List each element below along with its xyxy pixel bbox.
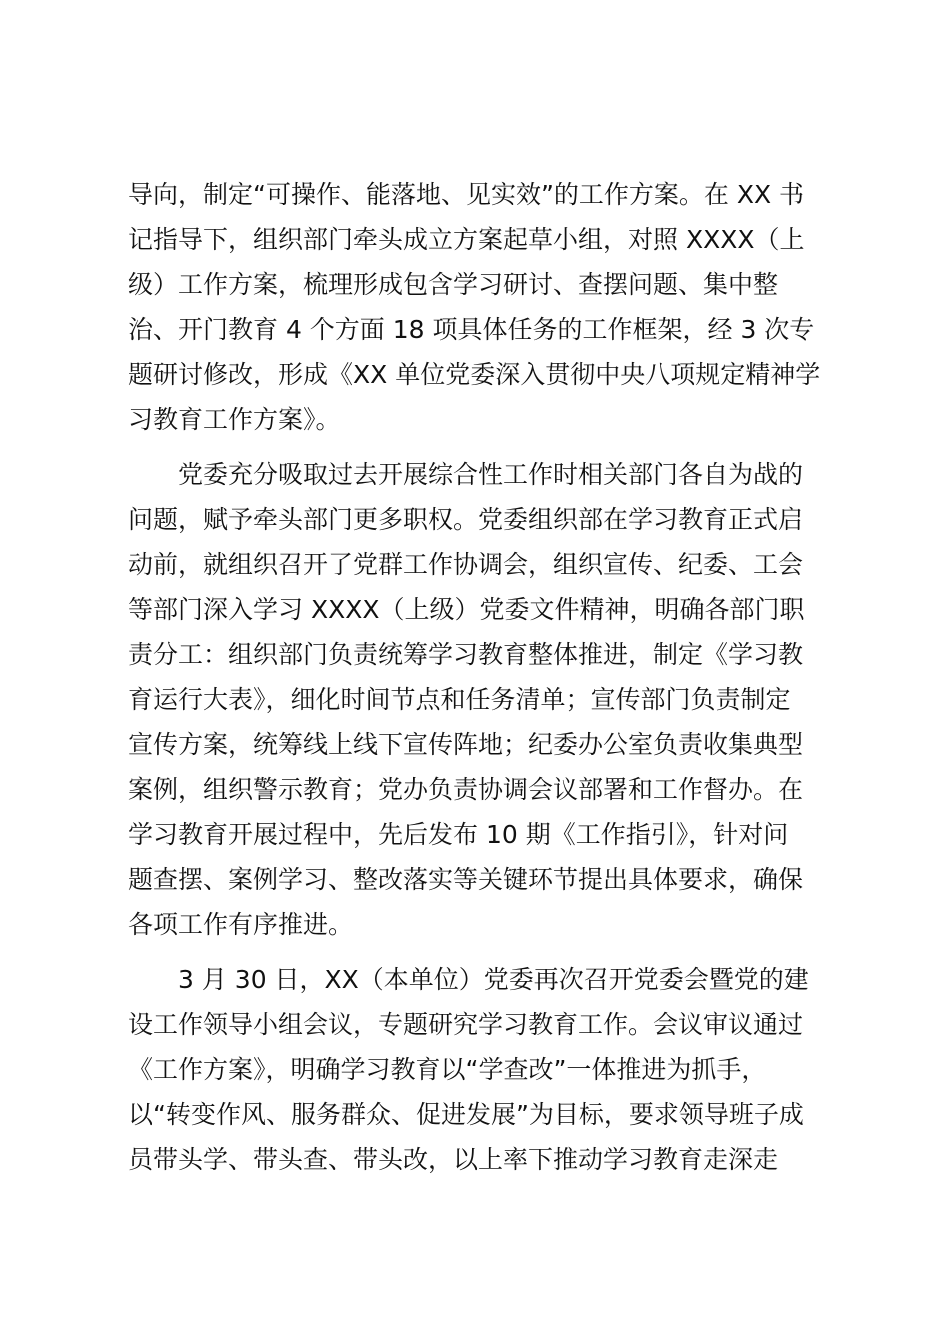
text-line: 案例，组织警示教育；党办负责协调会议部署和工作督办。在	[128, 775, 804, 804]
text-line: 动前，就组织召开了党群工作协调会，组织宣传、纪委、工会	[128, 550, 804, 579]
paragraph	[128, 172, 828, 442]
text-line: 题研讨修改，形成《XX 单位党委深入贯彻中央八项规定精神学	[128, 360, 821, 389]
text-line: 各项工作有序推进。	[128, 910, 354, 939]
text-line: 等部门深入学习 XXXX（上级）党委文件精神，明确各部门职	[128, 595, 805, 624]
text-line: 责分工：组织部门负责统筹学习教育整体推进，制定《学习教	[128, 640, 804, 669]
text-line: 问题，赋予牵头部门更多职权。党委组织部在学习教育正式启	[128, 505, 804, 534]
text-line: 学习教育开展过程中，先后发布 10 期《工作指引》，针对问	[128, 820, 789, 849]
text-line: 党委充分吸取过去开展综合性工作时相关部门各自为战的	[178, 460, 804, 489]
text-line: 设工作领导小组会议，专题研究学习教育工作。会议审议通过	[128, 1010, 804, 1039]
text-line: 《工作方案》，明确学习教育以“学查改”一体推进为抓手，	[128, 1055, 767, 1084]
text-line: 导向，制定“可操作、能落地、见实效”的工作方案。在 XX 书	[128, 180, 805, 209]
text-line: 宣传方案，统筹线上线下宣传阵地；纪委办公室负责收集典型	[128, 730, 804, 759]
text-line: 3 月 30 日，XX（本单位）党委再次召开党委会暨党的建	[178, 965, 809, 994]
paragraph	[128, 452, 828, 947]
text-line: 治、开门教育 4 个方面 18 项具体任务的工作框架，经 3 次专	[128, 315, 815, 344]
text-line: 以“转变作风、服务群众、促进发展”为目标，要求领导班子成	[128, 1100, 804, 1129]
document-body	[128, 172, 828, 1182]
text-line: 员带头学、带头查、带头改，以上率下推动学习教育走深走	[128, 1145, 779, 1174]
text-line: 记指导下，组织部门牵头成立方案起草小组，对照 XXXX（上	[128, 225, 805, 254]
paragraph	[128, 957, 828, 1182]
text-line: 题查摆、案例学习、整改落实等关键环节提出具体要求，确保	[128, 865, 804, 894]
text-line: 级）工作方案，梳理形成包含学习研讨、查摆问题、集中整	[128, 270, 779, 299]
text-line: 习教育工作方案》。	[128, 405, 341, 434]
text-line: 育运行大表》，细化时间节点和任务清单；宣传部门负责制定	[128, 685, 791, 714]
